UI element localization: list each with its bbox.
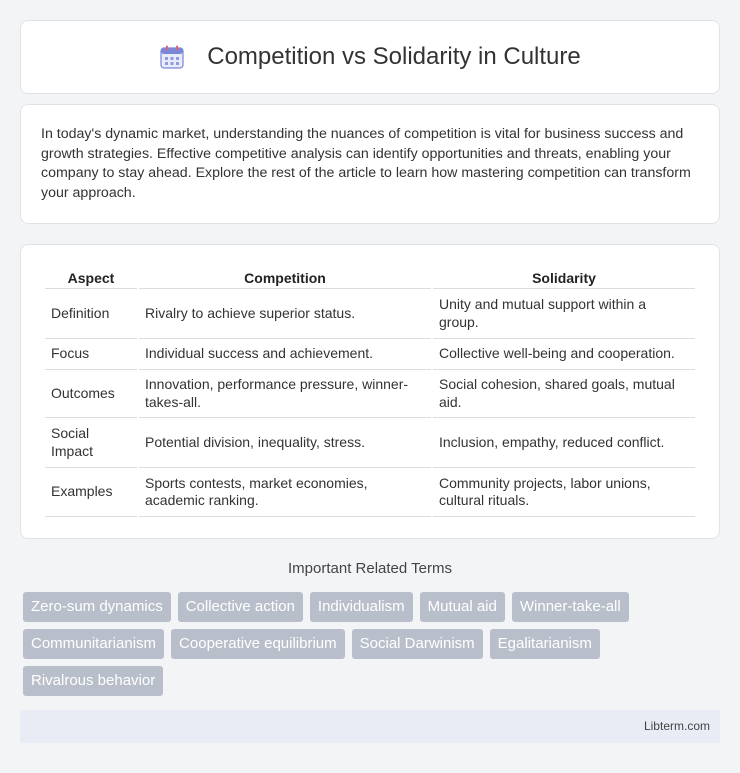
table-cell: Collective well-being and cooperation. (433, 339, 695, 370)
table-row (45, 339, 695, 370)
related-term-tag[interactable]: Zero-sum dynamics (23, 592, 171, 622)
table-cell: Social Impact (45, 418, 137, 468)
table-cell: Examples (45, 468, 137, 517)
table-cell: Social cohesion, shared goals, mutual aid. (433, 370, 695, 418)
table-cell: Definition (45, 289, 137, 339)
table-cell: Rivalry to achieve superior status. (139, 289, 431, 339)
column-header-solidarity: Solidarity (433, 265, 695, 289)
table-row (45, 418, 695, 468)
related-term-tag[interactable]: Collective action (178, 592, 303, 622)
table-row (45, 370, 695, 418)
page-title: Competition vs Solidarity in Culture (207, 43, 581, 70)
table-row (45, 468, 695, 517)
related-term-tag[interactable]: Cooperative equilibrium (171, 629, 345, 659)
related-terms-title: Important Related Terms (288, 560, 452, 577)
column-header-aspect: Aspect (45, 265, 137, 289)
related-term-tag[interactable]: Social Darwinism (352, 629, 483, 659)
table-header-row (45, 265, 695, 289)
table-cell: Sports contests, market economies, academic ranking. (139, 468, 431, 517)
related-terms-list (23, 592, 683, 696)
table-cell: Potential division, inequality, stress. (139, 418, 431, 468)
footer-brand[interactable]: Libterm.com (643, 719, 710, 733)
intro-text: In today's dynamic market, understanding the nuances of competition is vital for business success and growth strategies. Effective competitive analysis can identify opportunities and threats, enabling your company to stay ahead. Explore the rest of the article to learn how mastering competition can transform your approach. (41, 126, 691, 201)
title-card (20, 20, 720, 94)
calendar-icon (159, 44, 185, 70)
table-cell: Outcomes (45, 370, 137, 418)
table-cell: Inclusion, empathy, reduced conflict. (433, 418, 695, 468)
comparison-table (43, 265, 697, 517)
related-term-tag[interactable]: Communitarianism (23, 629, 164, 659)
footer (20, 710, 720, 743)
comparison-card (20, 244, 720, 539)
table-cell: Community projects, labor unions, cultural rituals. (433, 468, 695, 517)
related-term-tag[interactable]: Winner-take-all (512, 592, 629, 622)
table-cell: Unity and mutual support within a group. (433, 289, 695, 339)
intro-card (20, 104, 720, 224)
related-term-tag[interactable]: Mutual aid (420, 592, 505, 622)
table-row (45, 289, 695, 339)
related-term-tag[interactable]: Rivalrous behavior (23, 666, 163, 696)
table-cell: Individual success and achievement. (139, 339, 431, 370)
related-term-tag[interactable]: Egalitarianism (490, 629, 600, 659)
related-term-tag[interactable]: Individualism (310, 592, 413, 622)
table-cell: Innovation, performance pressure, winner-takes-all. (139, 370, 431, 418)
table-cell: Focus (45, 339, 137, 370)
column-header-competition: Competition (139, 265, 431, 289)
